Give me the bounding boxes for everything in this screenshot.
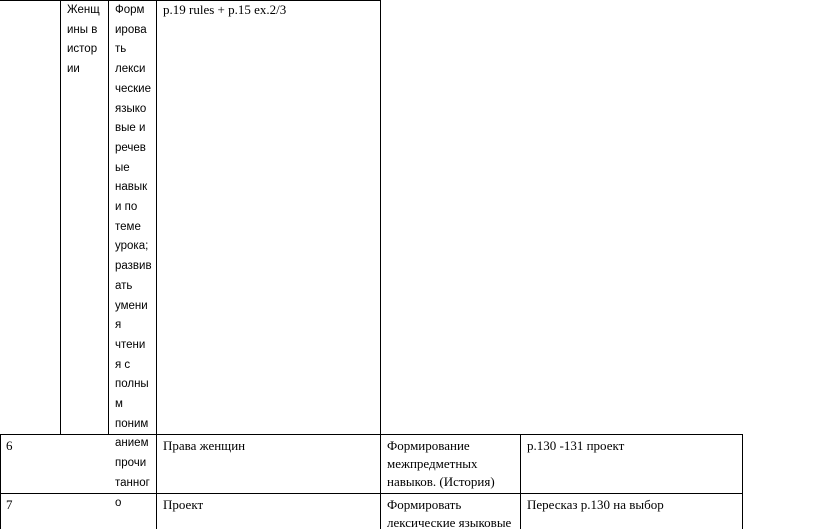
row-6-homework: p.130 -131 проект: [527, 438, 625, 453]
cell-goal-top: Форм ирова ть лекси ческие языко вые и речев ые навык и по теме урока; развив ать умени я чтени я с полны м поним анием прочи танног о: [115, 4, 152, 509]
col-divider-goal: [380, 434, 381, 529]
row-7-number: 7: [6, 497, 13, 512]
cell-topic-top: Женщ ины в истор ии: [67, 4, 100, 76]
row-7-homework: Пересказ p.130 на выбор: [527, 497, 664, 512]
cell-homework-top: p.19 rules + p.15 ex.2/3: [163, 2, 287, 17]
col-divider-right-edge: [742, 434, 743, 529]
col-divider-1: [60, 0, 61, 434]
col-divider-2: [108, 0, 109, 434]
row-7-goal: Формировать лексические языковые: [387, 497, 512, 530]
col-divider-left-edge: [0, 434, 1, 529]
row-7-topic: Проект: [163, 497, 204, 512]
col-divider-topic: [156, 434, 157, 529]
row-6-goal: Формирование межпредметных навыков. (История): [387, 438, 495, 489]
col-divider-top-right: [380, 0, 381, 434]
row-divider-7: [0, 493, 742, 494]
row-6-topic: Права женщин: [163, 438, 246, 453]
col-divider-3: [156, 0, 157, 434]
col-divider-homework: [520, 434, 521, 529]
row-6-number: 6: [6, 438, 13, 453]
row-divider-6: [0, 434, 742, 435]
